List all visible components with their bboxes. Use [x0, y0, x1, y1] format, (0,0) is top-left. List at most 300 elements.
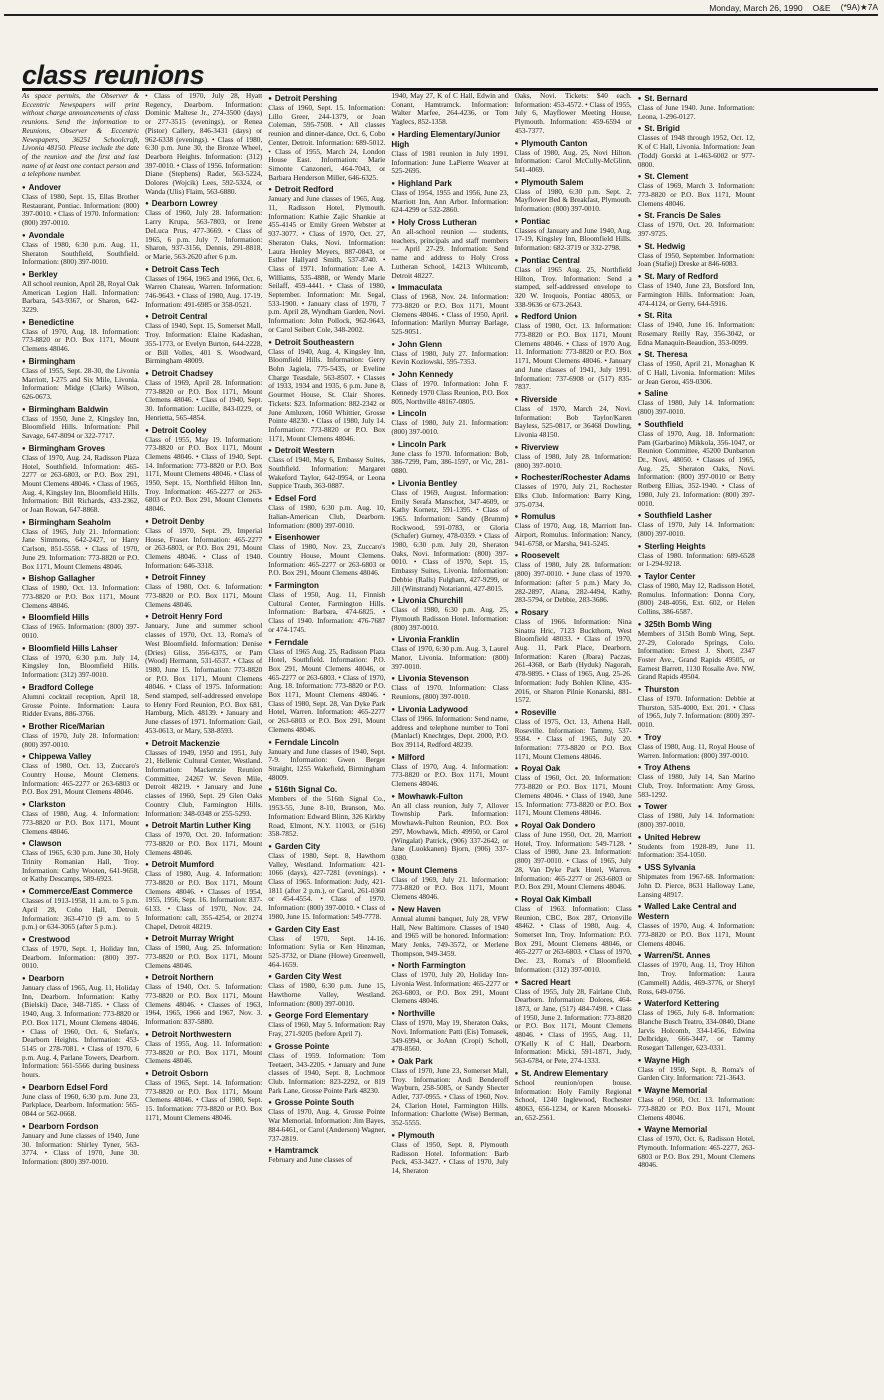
reunion-entry: [638, 733, 755, 760]
school-heading: ● Detroit Northern: [145, 973, 262, 983]
reunion-entry: [22, 357, 139, 402]
reunion-details: Class of 1980, July 27. Information: Kevin Kozlowski, 595-7353.: [391, 348, 509, 367]
reunion-details: Class of 1940, May 6, Embassy Suites, Southfield. Information: Margaret Wakeford Taylor, 642-0954, or Leona Suppice Traub, 363-0887.: [268, 455, 386, 491]
reunion-details: Class of 1970, 6:30 p.m. Aug. 3, Laurel Manor, Livonia. Information: (800) 397-0010.: [391, 644, 509, 671]
column-4: [391, 92, 508, 1392]
school-heading: ● 325th Bomb Wing: [638, 620, 755, 630]
school-heading: ● Pontiac: [515, 217, 632, 227]
column-6: [638, 92, 755, 1392]
reunion-details: Class of 1980, Oct. 6. Information: 773-8820 or P.O. Box 1171, Mount Clemens 48046.: [145, 582, 263, 609]
reunion-details: Class of 1965. Information: (800) 397-0010.: [22, 622, 140, 641]
reunion-details: Class of 1970, May 19, Sheraton Oaks, Novi. Information: Patti (Eis) Tomasek, 349-6994, or JoAnn (Cropi) Scholl, 478-8560.: [391, 1018, 509, 1054]
reunion-entry: [145, 92, 262, 196]
school-heading: ● Edsel Ford: [268, 494, 385, 504]
reunion-details: January and June classes of 1940, June 30. Information: Shirley Tyner, 563-3774. • Class of 1970, June 30. Information: (800) 397-0010.: [22, 1130, 140, 1166]
reunion-entry: [638, 272, 755, 308]
school-heading: ● Detroit Redford: [268, 185, 385, 195]
reunion-details: Class of 1980, 6:30 p.m. June 15, Hawthorne Valley, Westland. Information: (800) 397-0010.: [268, 981, 386, 1008]
reunion-details: Class of 1980, July 14. Information: (800) 397-0010.: [637, 398, 755, 417]
school-heading: ● Troy: [638, 733, 755, 743]
reunion-entry: [638, 685, 755, 730]
reunion-details: Classes of 1949, 1950 and 1951, July 21, Hellenic Cultural Center, Westland. Information: Mackenzie Reunion Committee, 24267 W. Seven Mile, Detroit 48219. • January and June classes of 1960, Sept. 29 Glen Oaks Country Club, Farmington Hills. Information: 348-0348 or 255-5293.: [145, 747, 263, 818]
school-heading: ● Walled Lake Central and Western: [638, 902, 755, 922]
reunion-details: Class of 1970, Oct. 20. Information: 397-9725.: [637, 220, 755, 239]
school-heading: ● Crestwood: [22, 935, 139, 945]
reunion-details: Shipmates from 1967-68. Information: John D. Pierce, 8631 Halloway Lane, Lansing 48917.: [637, 872, 755, 899]
school-heading: ● Redford Union: [515, 312, 632, 322]
reunion-entry: [515, 1069, 632, 1123]
reunion-details: Class of 1970, 6:30 p.m. July 14, Kingsley Inn, Bloomfield Hills. Information: (312) 397-0010.: [22, 652, 140, 680]
reunion-details: June class fo 1970. Information: Bob, 386-7299, Pam, 386-1597, or Vic, 281-0880.: [391, 448, 509, 476]
reunion-entry: [515, 443, 632, 470]
reunion-entry: [515, 551, 632, 605]
reunion-entry: [22, 231, 139, 267]
school-heading: ● St. Brigid: [638, 124, 755, 134]
school-heading: ● St. Hedwig: [638, 242, 755, 252]
school-heading: ● Andover: [22, 183, 139, 193]
reunion-details: Class of 1980, 6:30 p.m. Aug. 10, Italian-American Club, Dearborn. Information: (800) 397-0010.: [268, 503, 386, 530]
section-title: class reunions: [22, 60, 205, 90]
reunion-details: Class of 1960, Oct. 13. Information: 773-8820 or P.O. Box 1171, Mount Clemens 48046.: [637, 1095, 755, 1122]
school-heading: ● Southfield Lasher: [638, 511, 755, 521]
reunion-details: Class of June 1950, Oct. 20, Marriott Hotel, Troy. Information: 549-7128. • Class of 1980, June 23. Information: (800) 397-0010. • Class of 1965, July 28, Van Dyke Park Hotel, Warren. Information: 465-2277 or 263-6803 or P.O. Box 291, Mount Clemens 48046.: [514, 830, 632, 892]
school-heading: ● Grosse Pointe: [268, 1042, 385, 1052]
school-heading: ● Bloomfield Hills Lahser: [22, 644, 139, 654]
reunion-details: School reunion/open house. Information: Holy Family Regional School, 1240 Inglewood, Rochester 48063, 656-1234, or Karen Mooseki-an, 652-2561.: [514, 1077, 632, 1122]
reunion-entry: [515, 256, 632, 310]
reunion-entry: [638, 620, 755, 682]
reunion-entry: [22, 722, 139, 749]
column-3: [268, 92, 385, 1392]
reunion-details: Class of 1965, Sept. 14. Information: 773-8820 or P.O. Box 1171, Mount Clemens 48046. • Class of 1980, Sept. 15. Information: 773-8820 or P.O. Box 1171, Mount Clemens 48046.: [145, 1077, 263, 1122]
reunion-details: An all class reunion, July 7, Allover Township Park. Information: Mowhawk-Fulton Reunion, P.O. Box 297, Mowhawk, Mich. 49950, or Carol (Wingalat) Patrick, (906) 337-2642, or Jane (Luokkanen) Bjorn, (906) 337-0380.: [391, 800, 509, 862]
school-heading: ● Avondale: [22, 231, 139, 241]
reunion-entry: [391, 1057, 508, 1128]
reunion-details: Class of 1980, Oct. 13. Information: 773-8820 or P.O. Box 1171, Mount Clemens 48046.: [22, 583, 140, 610]
reunion-details: Class of 1980, July 28. Information: (800) 397-0010. • June class of 1970. Information: (after 5 p.m.) Mary Jo, 282-2897, Alana, 282-4494, Kathy, 283-5794, or Debbie, 283-3686.: [514, 560, 632, 605]
reunion-details: February and June classes of: [268, 1155, 353, 1165]
reunion-details: Alumni cocktail reception, April 18, Grosse Pointe. Information: Laura Ridder Evans, 886-3766.: [22, 691, 140, 719]
reunion-details: Class of 1980, Oct. 13, Zuccaro's Country House, Mount Clemens. Information: 465-2277 or 263-6803 or P.O. Box 291, Mount Clemens 48046.: [22, 761, 140, 797]
reunion-entry: [145, 739, 262, 819]
reunion-entry: [268, 446, 385, 491]
school-heading: ● Detroit Murray Wright: [145, 934, 262, 944]
reunion-entry: [515, 512, 632, 548]
school-heading: ● Benedictine: [22, 318, 139, 328]
reunion-details: Class of 1969, April 28. Information: 773-8820 or P.O. Box 1171, Mount Clemens 48046. • Class of 1940, Sept. 30. Information: Lucille, 843-0229, or Henrietta, 565-4854.: [145, 377, 263, 422]
reunion-entry: [268, 1098, 385, 1143]
reunion-details: Class of 1960, Sept. 15. Information: Lillo Greer, 244-1379, or Joan Coleman, 595-7508. • All classes reunion and dinner-dance, Oct. 6, Cobo Center, Detroit. Information: 689-5012. • Class of 1955, March 24, London House East. Information: Marie Simonte Canzoneri, 464-7043, or Barbara Henderson Miller, 646-6325.: [268, 103, 386, 182]
school-heading: ● Garden City: [268, 842, 385, 852]
school-heading: ● Riverview: [515, 443, 632, 453]
school-heading: ● Taylor Center: [638, 572, 755, 582]
reunion-details: Class of 1980, July 14, San Marino Club, Troy. Information: Amy Gross, 583-1292.: [637, 772, 755, 799]
reunion-details: Class of 1970, March 24, Novi. Information: Bob Taylor/Karen Bayless, 525-0817, or 36468 Dowling, Livonia 48150.: [514, 403, 632, 440]
reunion-details: Class of 1980, Aug. 4. Information: 773-8820 or P.O. Box 1171, Mount Clemens 48046. • Classes of 1954, 1955, 1956, Sept. 16. Information: 837-6133. • Class of 1970, Nov. 24. Information: call, 355-4254, or 20274 Chapel, Detroit 48219.: [145, 869, 263, 931]
reunion-entry: [638, 311, 755, 347]
school-heading: ● Detroit Finney: [145, 573, 262, 583]
reunion-entry: [22, 183, 139, 228]
school-heading: ● Livonia Franklin: [391, 635, 508, 645]
school-heading: ● Bloomfield Hills: [22, 613, 139, 623]
reunion-details: Class of 1970, Aug. 4. Information: 773-8820 or P.O. Box 1171, Mount Clemens 48046.: [391, 761, 509, 789]
school-heading: ● Hamtramck: [268, 1146, 385, 1156]
school-heading: ● Detroit Southeastern: [268, 338, 385, 348]
reunion-entry: [391, 705, 508, 750]
reunion-entry: [268, 1042, 385, 1096]
school-heading: ● Birmingham Groves: [22, 444, 139, 454]
school-heading: ● Chippewa Valley: [22, 752, 139, 762]
reunion-details: Class of 1955, May 19. Information: 773-8820 or P.O. Box 1171, Mount Clemens 48046. • Class of 1940, Sept. 14. Information: 773-8820 or P.O. Box 1171, Mount Clemens 48046. • Class of 1950, Sept. 15, Northfield Hilton Inn, Troy. Information: 465-2277 or 263-6803 or P.O. Box 291, Mount Clemens 48046.: [145, 434, 263, 514]
reunion-details: Class of 1980, Sept. 15, Ellas Brother Restaurant, Pontiac. Information: (800) 397-0010. • Class of 1970. Information: (800) 397-0010.: [22, 192, 140, 228]
intro-paragraph: As space permits, the Observer & Eccentric Newspapers will print without charge announcements of class reunions. Send the information to Reunions, Observer & Eccentric Newspapers, 36251 Schoolcraft, Livonia 48150. Please include the date of the reunion and the first and last name of at least one contact person and a telephone number.: [22, 92, 140, 179]
reunion-details: Class of 1966. Information: Nina Sinatra Hric, 7123 Buckthorn, West Bloomfield 48033. • Class of 1970, Aug. 11, Park Place, Dearborn. Information: Karen (Jbara) Paczas, 261-4368, or Barb (Hyduk) Nagorah, 478-9895. • Class of 1965, Aug. 25-26. Information: Judy Bohlen Kline, 435-2016, or Sharon Pilnie Konarski, 881-1572.: [514, 616, 632, 705]
reunion-details: Class of 1970. Information: Class Reunions, (800) 397-0010.: [391, 683, 509, 702]
reunion-entry: [22, 1122, 139, 1167]
school-heading: ● Detroit Mackenzie: [145, 739, 262, 749]
reunion-details: Class of 1955, Aug. 11. Information: 773-8820 or P.O. Box 1171, Mount Clemens 48046.: [145, 1038, 263, 1066]
reunion-details: Class of 1970, Aug. 18. Information: Pam (Garbarino) Mikkola, 356-1047, or Reunion Committee, 45200 Dunbarton Dr., Novi, 48050. • Classes of 1965, Aug. 25, Sheraton Oaks, Novi. Information: (800) 397-0010 or Betty Rotberg Ellias, 352-1940. • Class of 1980, July 21. Information: (800) 397-0010.: [637, 428, 755, 508]
reunion-details: Class of 1969, August. Information: Emily Serafa Manschot, 347-4609, or Kathy Kornetz, 591-1395. • Class of 1965. Information: Sandy (Brumm) Rockwood, 591-0783, or Gloria (Schafer) Gurney, 478-0359. • Class of 1980, 6:30 p.m. July 20, Sheraton Oaks, Novi. Information: (800) 397-0010. • Class of 1970, Sept. 15, Embassy Suites, Livonia. Information: Debbie (Ralls) Fulgham, 427-9299, or Jill (Winstrand) Notarianni, 427-8015.: [391, 487, 509, 593]
reunion-details: Members of the 516th Signal Co., 1953-55, June 8-10, Branson, Mo. Information: Edward Blinn, 326 Kirkby Road, Elmont, N.Y. 11003, or (516) 358-7852.: [268, 794, 386, 839]
reunion-details: Class of 1950, June 2, Kingsley Inn, Bloomfield Hills. Information: Phil Savage, 647-8094 or 322-7717.: [22, 413, 140, 441]
reunion-details: Classes of January and June 1940, Aug. 17-19, Kingsley Inn, Bloomfield Hills. Information: 682-3719 or 332-2798.: [514, 225, 632, 253]
reunion-entry: [515, 178, 632, 214]
reunion-entry: [268, 494, 385, 530]
school-heading: ● Sterling Heights: [638, 542, 755, 552]
school-heading: ● Clarkston: [22, 800, 139, 810]
reunion-entry: [638, 420, 755, 508]
reunion-entry: [638, 242, 755, 269]
school-heading: ● Immaculata: [391, 283, 508, 293]
reunion-entry: [515, 217, 632, 253]
reunion-entry: [638, 763, 755, 799]
school-heading: ● Thurston: [638, 685, 755, 695]
reunion-details: Class of 1970, July 28. Information: (800) 397-0010.: [22, 730, 140, 749]
school-heading: ● Roseville: [515, 708, 632, 718]
school-heading: ● Birmingham Baldwin: [22, 405, 139, 415]
reunion-details: June class of 1960, 6:30 p.m. June 23, Parkplace, Dearborn. Information: 565-0844 or 562-0668.: [22, 1091, 140, 1119]
reunion-details: Class of 1970, Oct. 6, Radisson Hotel, Plymouth. Information: 465-2277, 263-6803 or P.O. Box 291, Mount Clemens 48046.: [637, 1134, 755, 1170]
reunion-details: Class of 1966. Information: Send name, address and telephone number to Toni (Manlacl) Knechtges, Dept. 2000, P.O. Box 39114, Redford 48239.: [391, 713, 509, 749]
reunion-details: Classes of 1970, July 21, Rochester Elks Club. Information: Barry King, 375-0734.: [514, 482, 632, 509]
reunion-details: An all-school reunion — students, teachers, principals and staff members — April 27-29. Information: Send name and address to Holy Cross Lutheran School, 14213 Whitcomb, Detroit 48227.: [391, 227, 509, 280]
reunion-entry: [391, 596, 508, 632]
reunion-entry: [391, 130, 508, 176]
school-heading: ● John Glenn: [391, 340, 508, 350]
school-heading: ● Eisenhower: [268, 533, 385, 543]
reunion-entry: [391, 92, 508, 127]
school-heading: ● Wayne Memorial: [638, 1125, 755, 1135]
reunion-entry: [22, 574, 139, 610]
reunion-entry: [268, 581, 385, 635]
reunion-entry: [268, 185, 385, 334]
reunion-entry: [515, 708, 632, 762]
reunion-entry: [638, 124, 755, 169]
school-heading: ● St. Rita: [638, 311, 755, 321]
reunion-entry: [515, 139, 632, 175]
reunion-entry: [515, 895, 632, 975]
reunion-details: Class of 1970. Information: Debbie at Thurston, 535-4000, Ext. 201. • Class of 1965, July 7. Information: (800) 397-0010.: [637, 694, 755, 730]
school-heading: ● St. Andrew Elementary: [515, 1069, 632, 1079]
school-heading: ● Roosevelt: [515, 551, 632, 561]
reunion-details: Class of 1980, Sept. 8, Hawthorn Valley, Westland. Information: 421-1066 (days), 427-7281 (evenings). • Class of 1965. Information: Judy, 421-1811 (after 2 p.m.), or Carol, 261-0360 or 454-4554. • Class of 1970. Information: (800) 397-0010. • Class of 1980, June 15. Information: 549-7778.: [268, 850, 386, 921]
reunion-details: Class of 1970, Sept. 29, Imperial House, Fraser. Information: 465-2277 or 263-6803, or P.O. Box 291, Mount Clemens 48046. • Class of 1940. Information: 646-3318.: [145, 525, 263, 570]
reunion-entry: [638, 902, 755, 948]
reunion-details: Class of 1940, Sept. 15, Somerset Mall, Troy. Information: Elaine Kadashan, 355-1773, or Evelyn Burton, 644-2228, or Bill Volles, 401 S. Woodward, Birmingham 48009.: [145, 321, 263, 366]
reunion-entry: [22, 444, 139, 515]
reunion-details: Class of 1980, 6:30 p.m. Aug. 25, Plymouth Radisson Hotel. Information: (800) 397-0010.: [391, 605, 509, 632]
reunion-details: Class of 1980, July 14. Information: (800) 397-0010.: [637, 811, 755, 830]
reunion-entry: [268, 533, 385, 578]
reunion-entry: [638, 94, 755, 121]
reunion-entry: [391, 1009, 508, 1054]
reunion-columns: [22, 92, 878, 1392]
reunion-details: Class of 1950, April 21, Monaghan K of C Hall, Livonia. Information: Miles or Jean Gerou, 459-0306.: [637, 359, 755, 386]
school-heading: ● Garden City West: [268, 972, 385, 982]
reunion-entry: [391, 479, 508, 593]
column-2: [145, 92, 262, 1392]
reunion-details: Class of 1970, Aug. 24, Radisson Plaza Hotel, Southfield. Information: 465-2277 or 263-6803, or P.O. Box 291, Mount Clemens 48046. • Class of 1965, Aug. 4, Kingsley Inn, Bloomfield Hills. Information: Bill Richards, 433-2362, or Joan Rowan, 647-8868.: [22, 452, 140, 515]
school-heading: ● Bishop Gallagher: [22, 574, 139, 584]
reunion-details: January and June classes of 1940, Sept. 7-9. Information: Gwen Berger Straight, 1255 Wakefield, Birmingham 48009.: [268, 746, 386, 782]
reunion-details: Classes of 1970, Aug. 11, Troy Hilton Inn, Troy. Information: Laura (Cammell) Addis, 469-3776, or Sheryl Ross, 649-0756.: [637, 960, 755, 996]
reunion-details: Class of 1969, July 21. Information: 773-8820 or P.O. Box 1171, Mount Clemens 48046.: [391, 874, 509, 902]
school-heading: ● Wayne High: [638, 1056, 755, 1066]
school-heading: ● Livonia Bentley: [391, 479, 508, 489]
masthead-page: (*9A)★7A: [840, 2, 878, 12]
masthead: [4, 2, 878, 16]
school-heading: ● Clawson: [22, 839, 139, 849]
reunion-details: Class of 1965, 6:30 p.m. June 30, Holy Trinity Romanian Hall, Troy. Information: Cathy Wooten, 641-9658, or Kathy Descamps, 589-6923.: [22, 848, 140, 884]
reunion-entry: [145, 973, 262, 1027]
reunion-entry: [638, 350, 755, 386]
reunion-details: Class of 1980, July 28. Information: (800) 397-0010.: [514, 451, 632, 470]
reunion-entry: [145, 1030, 262, 1066]
column-5: [515, 92, 632, 1392]
reunion-entry: [145, 573, 262, 609]
reunion-entry: [22, 318, 139, 354]
reunion-entry: [638, 863, 755, 899]
reunion-entry: [22, 1083, 139, 1119]
reunion-entry: [515, 608, 632, 705]
reunion-entry: [22, 974, 139, 1080]
school-heading: ● Dearborn Lowrey: [145, 199, 262, 209]
school-heading: ● George Ford Elementary: [268, 1011, 385, 1021]
reunion-details: 1940, May 27, K of C Hall, Edwin and Conant, Hamtramck. Information: Walter Marfee, 264-4236, or Tom Yaglecs, 852-1358.: [391, 92, 509, 127]
reunion-entry: [268, 972, 385, 1008]
school-heading: ● Bradford College: [22, 683, 139, 693]
school-heading: ● St. Theresa: [638, 350, 755, 360]
reunion-entry: [638, 542, 755, 569]
school-heading: ● Holy Cross Lutheran: [391, 218, 508, 228]
reunion-entry: [391, 283, 508, 337]
reunion-entry: [268, 1011, 385, 1038]
reunion-details: Class of 1965 Aug. 25, Radisson Plaza Hotel, Southfield. Information: P.O. Box 291, Mount Clemens 48046, or 465-2277 or 263-6803. • Class of 1970, Aug. 18. Information: 773-8820 or P.O. Box 1171, Mount Clemens 48046. • Class of 1980, Sept. 28, Van Dyke Park Hotel, Warren. Information: 465-2277 or 263-6803 or P.O. Box 291, Mount Clemens 48046.: [268, 646, 386, 734]
reunion-entry: [515, 312, 632, 392]
school-heading: ● North Farmington: [391, 961, 508, 971]
school-heading: ● Troy Athens: [638, 763, 755, 773]
reunion-details: Class of 1940, June 23, Botsford Inn, Farmington Hills. Information: Joan, 474-4124, or Gerry, 644-5916.: [637, 281, 755, 308]
reunion-entry: [515, 764, 632, 818]
reunion-entry: [515, 473, 632, 509]
reunion-entry: [638, 1125, 755, 1170]
reunion-entry: [391, 409, 508, 436]
school-heading: ● St. Mary of Redford: [638, 272, 755, 282]
reunion-details: Class of 1980, Aug. 4. Information: 773-8820 or P.O. Box 1171, Mount Clemens 48046.: [22, 809, 140, 836]
reunion-entry: [391, 179, 508, 215]
reunion-details: Class of 1980, May 12, Radisson Hotel, Romulus. Information: Donna Cory, (800) 248-4056, Ext. 602, or Helen Collins, 386-6587.: [637, 581, 755, 617]
school-heading: ● Detroit Cooley: [145, 426, 262, 436]
school-heading: ● Warren/St. Annes: [638, 951, 755, 961]
reunion-details: Class of June 1940. June. Information: Leona, 1-296-0127.: [637, 103, 755, 121]
reunion-entry: [268, 925, 385, 970]
school-heading: ● Livonia Ladywood: [391, 705, 508, 715]
school-heading: ● Dearborn: [22, 974, 139, 984]
school-heading: ● John Kennedy: [391, 370, 508, 380]
reunion-details: Class of 1970, June 23, Somerset Mall, Troy. Information: Andi Benderoff Wayburn, 258-5085, or Sandy Shecter Adler, 737-0955. • Class of 1960, Nov. 24, Clarion Hotel, Farmington Hills. Information: Charlotte (Wise) Berman, 352-5555.: [391, 1065, 509, 1128]
school-heading: ● St. Francis De Sales: [638, 211, 755, 221]
school-heading: ● Plymouth Canton: [515, 139, 632, 149]
school-heading: ● Detroit Northwestern: [145, 1030, 262, 1040]
school-heading: ● Detroit Pershing: [268, 94, 385, 104]
reunion-details: Class of 1955, Sept. 28-30, the Livonia Marriott, I-275 and Six Mile, Livonia. Information: Midge (Clark) Wilson, 626-0673.: [22, 365, 140, 401]
school-heading: ● Lincoln: [391, 409, 508, 419]
school-heading: ● Birmingham Seaholm: [22, 518, 139, 528]
reunion-details: Class of 1980, Aug. 11, Royal House of Warren. Information: (800) 397-0010.: [637, 741, 755, 760]
reunion-entry: [391, 440, 508, 476]
reunion-details: Class of 1963. Information: Class Reunion, CBC, Box 287, Ortonville 48462. • Class of 1980, Aug. 4, Somerset Inn, Troy. Information: P.O. Box 291, Mount Clemens 48046, or 465-2277 or 263-6803. • Class of 1970, Dec. 23, Roma's of Bloomfield. Information: (312) 397-0010.: [514, 903, 632, 974]
reunion-details: Annual alumni banquet, July 28, VFW Hall, New Baltimore. Classes of 1940 and 1965 will be honored. Information: Mary Jenks, 749-3572, or Merlene Thompson, 949-3459.: [391, 913, 509, 958]
school-heading: ● Detroit Western: [268, 446, 385, 456]
reunion-entry: [638, 1086, 755, 1122]
reunion-entry: [145, 369, 262, 423]
reunion-entry: [22, 887, 139, 932]
reunion-details: Class of 1970, Aug. 18. Information: 773-8820 or P.O. Box 1171, Mount Clemens 48046.: [22, 326, 140, 354]
reunion-details: Class of 1970, July 14. Information: (800) 397-0010.: [637, 520, 755, 538]
reunion-details: Classes of 1913-1958, 11 a.m. to 5 p.m. April 28, Coho Hall, Detroit. Information: 363-4710 (9 a.m. to 5 p.m.) or 634-3065 (after 5 p.m.).: [22, 896, 140, 932]
reunion-details: Class of 1980, Nov. 23, Zuccaro's Country House, Mount Clemens. Information: 465-2277 or 263-6803 or P.O. Box 291, Mount Clemens 48046.: [268, 542, 386, 578]
reunion-entry: [638, 833, 755, 860]
school-heading: ● Riverside: [515, 395, 632, 405]
reunion-entry: [638, 1056, 755, 1083]
school-heading: ● Rochester/Rochester Adams: [515, 473, 632, 483]
reunion-entry: [268, 94, 385, 182]
school-heading: ● USS Sylvania: [638, 863, 755, 873]
reunion-entry: [145, 612, 262, 735]
reunion-details: Class of 1960, Oct. 20. Information: 773-8820 or P.O. Box 1171, Mount Clemens 48046. • Class of 1940, June 15. Information: 773-8820 or P.O. Box 1171, Mount Clemens 48046.: [514, 773, 632, 818]
reunion-entry: [515, 92, 632, 136]
reunion-details: Class of 1968, Nov. 24. Information: 773-8820 or P.O. Box 1171, Mount Clemens 48046. • Class of 1950, April. Information: Marilyn Murray Barlage, 525-9051.: [391, 292, 509, 337]
school-heading: ● Ferndale: [268, 638, 385, 648]
reunion-details: Class of 1950, Sept. 8, Roma's of Garden City. Information: 721-3643.: [637, 1064, 755, 1083]
reunion-details: Class of 1940, Oct. 5. Information: 773-8820 or P.O. Box 1171, Mount Clemens 48046. • Classes of 1963, 1964, 1965, 1966 and 1967, Nov. 3. Information: 837-5880.: [145, 982, 263, 1027]
school-heading: ● Brother Rice/Marian: [22, 722, 139, 732]
school-heading: ● Livonia Stevenson: [391, 674, 508, 684]
reunion-entry: [268, 842, 385, 922]
school-heading: ● Saline: [638, 389, 755, 399]
reunion-details: Class of 1981 reunion in July 1991. Information: June LaPierre Weaver at 525-2695.: [391, 148, 509, 176]
school-heading: ● Detroit Martin Luther King: [145, 821, 262, 831]
reunion-entry: [638, 211, 755, 238]
reunion-entry: [638, 572, 755, 617]
reunion-details: January, June and summer school classes of 1970, Oct. 13, Roma's of West Bloomfield. Information: Denise (Dries) Gliss, 356-6375, or Pam (Wood) Hermann, 531-6537. • Class of 1980, June 15. Information: 773-8820 or P.O. Box 1171, Mount Clemens 48046. • Class of 1975. Information: Send stamped, self-addressed envelope to Henry Ford Reunion, P.O. Box 681, Hamburg, Mich. 48139. • January and June classes of 1971. Information: Gail, 453-0613, or Mary, 538-8593.: [145, 621, 263, 735]
school-heading: ● Ferndale Lincoln: [268, 738, 385, 748]
reunion-entry: [268, 1146, 385, 1165]
reunion-details: Class of 1965 Aug. 25, Northfield Hilton, Troy. Information: Send a stamped, self-addressed envelope to 320 W. Iroquois, Pontiac 48053, or 338-9636 or 673-2643.: [514, 264, 632, 309]
school-heading: ● Detroit Central: [145, 312, 262, 322]
reunion-entry: [268, 338, 385, 444]
reunion-details: Class of 1969, March 3. Information: 773-8820 or P.O. Box 1171, Mount Clemens 48046.: [637, 181, 755, 208]
reunion-details: Class of 1965, July 21. Information: Jane Simmons, 642-2427, or Harry Carlson, 851-5558. • Class of 1970, June 29. Information: 773-8820 or P.O. Box 1171, Mount Clemens 48046.: [22, 526, 140, 571]
school-heading: ● Royal Oak Kimball: [515, 895, 632, 905]
school-heading: ● Detroit Osborn: [145, 1069, 262, 1079]
reunion-details: Members of 315th Bomb Wing, Sept. 27-29, Colorado Springs, Colo. Information: Ernest J. Short, 2347 Foster Ave., Grand Rapids 49505, or Earnest Barrett, 1130 Rosalie Ave. NW, Grand Rapids 49504.: [637, 628, 755, 682]
school-heading: ● Mowhawk-Fulton: [391, 792, 508, 802]
school-heading: ● Commerce/East Commerce: [22, 887, 139, 897]
reunion-entry: [391, 635, 508, 671]
reunion-details: Class of 1970, Sept. 1, Holiday Inn, Dearborn. Information: (800) 397-0010.: [22, 943, 140, 971]
school-heading: ● Royal Oak: [515, 764, 632, 774]
school-heading: ● Tower: [638, 802, 755, 812]
school-heading: ● Southfield: [638, 420, 755, 430]
school-heading: ● Romulus: [515, 512, 632, 522]
school-heading: ● Plymouth Salem: [515, 178, 632, 188]
school-heading: ● Wayne Memorial: [638, 1086, 755, 1096]
reunion-details: Class of 1965, July 6-8. Information: Blanche Busch Teatro, 334-0840, Diane Jarvis Holcomb, 334-1456, Edwina Delbridge, 666-3447, or Tammy Rosegart Tallenger, 623-0331.: [637, 1008, 755, 1053]
school-heading: ● Livonia Churchill: [391, 596, 508, 606]
reunion-entry: [391, 1131, 508, 1176]
school-heading: ● Grosse Pointe South: [268, 1098, 385, 1108]
school-heading: ● Lincoln Park: [391, 440, 508, 450]
reunion-entry: [638, 172, 755, 208]
reunion-entry: [391, 866, 508, 902]
reunion-details: January and June classes of 1965, Aug. 11, Radisson Hotel, Plymouth. Information: Kathie Zajic Shankie at 455-4145 or Emily Green Webster at 937-3077. • Class of 1970, Oct. 27, Sheraton Oaks, Novi. Information: Laura Henley Meyers, 887-0843, or Esther Hallyard Smith, 537-8740. • Class of 1971. Information: Lee A. Williams, 535-4888, or Wendy Marie Seilaff, 459-4441. • Class of 1980, September. Information: Mr. Segal, 533-1900. • January class of 1970, 7 p.m. April 28, Wyndham Garden, Novi. Information: John Pollock, 962-9643, or Carol Seibert Cole, 348-2002.: [268, 194, 386, 334]
school-heading: ● Dearborn Fordson: [22, 1122, 139, 1132]
reunion-entry: [638, 951, 755, 996]
reunion-details: Class of 1950, Aug. 11, Finnish Cultural Center, Farmington Hills. Information: Barbara, 474-6825. • Class of 1940. Information: 476-7687 or 474-1745.: [268, 590, 386, 634]
school-heading: ● Birmingham: [22, 357, 139, 367]
reunion-details: Class of 1940, Aug. 4, Kingsley Inn, Bloomfield Hills. Information: Gerry Bohn Jagiela, 775-5435, or Eveline Charge Teasdale, 563-8507. • Classes of 1933, 1934 and 1935, 6 p.m. June 8, Gourmet House, St. Clair Shores. Tickets: $23. Information: 882-2342 or June Amluxen, 1060 Whittier, Grosse Pointe 48230. • Class of 1980, July 14. Information: 773-8820 or P.O. Box 1171, Mount Clemens 48046.: [268, 346, 386, 443]
reunion-details: Oaks, Novi. Tickets: $40 each. Information: 453-4572. • Class of 1955, July 6, Mayflower Meeting House, Plymouth. Information: 459-6594 or 453-7377.: [514, 92, 632, 135]
school-heading: ● Royal Oak Dondero: [515, 821, 632, 831]
reunion-entry: [22, 613, 139, 640]
reunion-entry: [145, 860, 262, 931]
reunion-entry: [145, 426, 262, 514]
reunion-entry: [22, 518, 139, 572]
masthead-paper: O&E: [812, 3, 831, 13]
reunion-entry: [515, 395, 632, 440]
reunion-entry: [638, 389, 755, 416]
reunion-entry: [145, 1069, 262, 1123]
reunion-entry: [391, 905, 508, 959]
reunion-entry: [391, 218, 508, 280]
reunion-entry: [638, 802, 755, 829]
reunion-entry: [391, 753, 508, 789]
reunion-entry: [638, 511, 755, 538]
reunion-details: Class of 1980. Information: 689-6528 or 1-294-9218.: [637, 550, 755, 569]
reunion-entry: [145, 517, 262, 571]
reunion-details: Class of 1950, Sept. 8, Plymouth Radisson Hotel. Information: Barb Peck, 453-3427. • Class of 1970, July 14, Sheraton: [391, 1139, 509, 1175]
reunion-entry: [268, 638, 385, 735]
reunion-details: Classes of 1948 through 1952, Oct. 12, K of C Hall, Livonia. Information: Jean (Todd) Gorski at 1-463-6002 or 977-0800.: [637, 133, 755, 169]
school-heading: ● Garden City East: [268, 925, 385, 935]
school-heading: ● Pontiac Central: [515, 256, 632, 266]
reunion-details: Class of 1970, Oct. 20. Information: 773-8820 or P.O. Box 1171, Mount Clemens 48046.: [145, 830, 263, 857]
reunion-details: Class of 1940, June 16. Information: Rosemary Reilly Ray, 356-3042, or Edna Manaquin-Beaudion, 353-0099.: [637, 320, 755, 347]
reunion-entry: [145, 199, 262, 261]
reunion-entry: [391, 961, 508, 1006]
